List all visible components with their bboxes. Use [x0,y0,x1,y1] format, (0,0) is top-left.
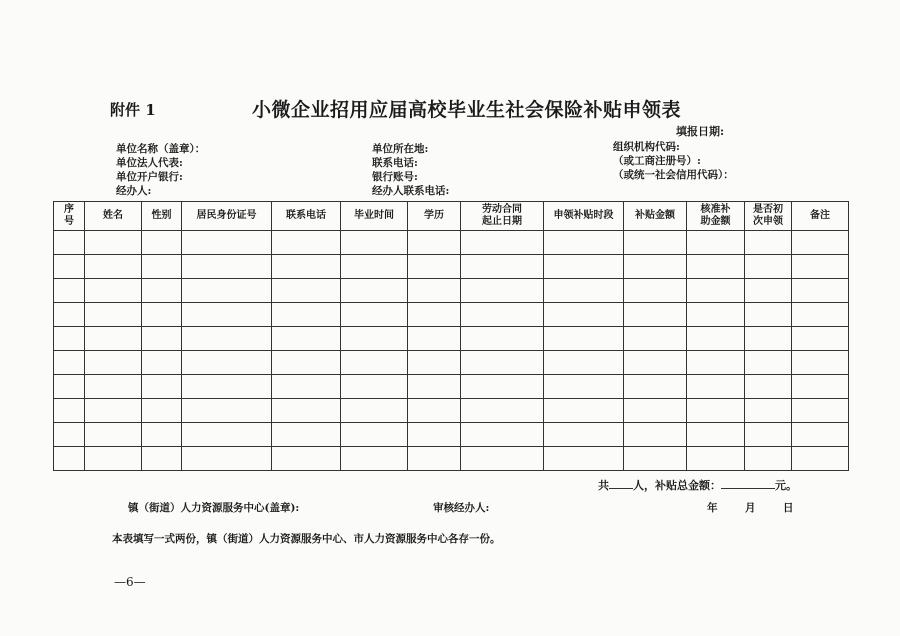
header-name: 姓名 [85,202,142,231]
year-label: 年 [707,502,718,514]
day-label: 日 [783,502,794,514]
table-row [54,351,849,375]
table-cell[interactable] [745,351,792,375]
table-row [54,447,849,471]
table-cell[interactable] [54,279,85,303]
table-cell[interactable] [341,423,408,447]
table-cell[interactable] [624,351,687,375]
table-cell[interactable] [54,231,85,255]
table-cell[interactable] [624,423,687,447]
table-cell[interactable] [745,303,792,327]
table-cell[interactable] [461,279,544,303]
handler-label: 经办人: [116,185,152,197]
fill-date-label: 填报日期: [676,125,725,138]
table-cell[interactable] [85,351,142,375]
table-cell[interactable] [624,375,687,399]
legal-rep-label: 单位法人代表: [116,157,183,169]
table-cell[interactable] [624,279,687,303]
table-cell[interactable] [272,351,341,375]
table-cell[interactable] [85,423,142,447]
table-cell[interactable] [461,255,544,279]
table-cell[interactable] [54,255,85,279]
table-cell[interactable] [544,255,624,279]
table-cell[interactable] [792,399,849,423]
instruction-note: 本表填写一式两份，镇（街道）人力资源服务中心、市人力资源服务中心各存一份。 [112,533,501,545]
table-cell[interactable] [544,279,624,303]
center-seal-label: 镇（街道）人力资源服务中心(盖章): [128,502,300,514]
table-cell[interactable] [341,447,408,471]
table-cell[interactable] [341,279,408,303]
table-cell[interactable] [687,423,745,447]
table-cell[interactable] [408,327,461,351]
table-cell[interactable] [624,255,687,279]
table-cell[interactable] [272,303,341,327]
table-cell[interactable] [687,279,745,303]
header-gender: 性别 [142,202,182,231]
table-cell[interactable] [85,447,142,471]
table-cell[interactable] [461,447,544,471]
table-cell[interactable] [341,399,408,423]
table-cell[interactable] [341,375,408,399]
table-cell[interactable] [182,279,272,303]
table-cell[interactable] [544,399,624,423]
table-cell[interactable] [687,399,745,423]
totals-line [598,477,797,493]
table-cell[interactable] [85,231,142,255]
table-cell[interactable] [341,351,408,375]
month-label: 月 [745,502,756,514]
table-cell[interactable] [182,231,272,255]
table-row [54,303,849,327]
header-first-claim: 是否初 次申领 [745,202,792,231]
table-cell[interactable] [272,423,341,447]
table-cell[interactable] [624,327,687,351]
table-row [54,423,849,447]
table-cell[interactable] [624,231,687,255]
table-cell[interactable] [85,303,142,327]
header-education: 学历 [408,202,461,231]
table-row [54,231,849,255]
table-cell[interactable] [745,327,792,351]
table-cell[interactable] [272,255,341,279]
header-approved-amount: 核准补 助金额 [687,202,745,231]
table-cell[interactable] [408,375,461,399]
table-cell[interactable] [544,351,624,375]
table-cell[interactable] [461,231,544,255]
table-cell[interactable] [142,303,182,327]
table-cell[interactable] [142,279,182,303]
unit-location-label: 单位所在地: [372,143,429,155]
table-cell[interactable] [85,399,142,423]
table-cell[interactable] [544,447,624,471]
header-seq: 序 号 [54,202,85,231]
table-cell[interactable] [745,447,792,471]
table-cell[interactable] [792,447,849,471]
header-phone: 联系电话 [272,202,341,231]
table-cell[interactable] [142,255,182,279]
table-cell[interactable] [341,231,408,255]
table-cell[interactable] [792,375,849,399]
table-cell[interactable] [408,255,461,279]
bank-account-label: 银行账号: [372,171,418,183]
table-cell[interactable] [792,255,849,279]
totals-suffix: 元。 [775,479,797,492]
header-id-number: 居民身份证号 [182,202,272,231]
table-cell[interactable] [792,327,849,351]
table-cell[interactable] [272,399,341,423]
table-cell[interactable] [461,327,544,351]
table-row [54,327,849,351]
table-cell[interactable] [461,303,544,327]
table-cell[interactable] [408,279,461,303]
table-cell[interactable] [408,303,461,327]
header-remarks: 备注 [792,202,849,231]
header-subsidy-amount: 补贴金额 [624,202,687,231]
table-cell[interactable] [142,423,182,447]
table-cell[interactable] [687,327,745,351]
table-cell[interactable] [792,231,849,255]
table-cell[interactable] [341,327,408,351]
table-row [54,255,849,279]
subsidy-table [53,201,849,471]
table-cell[interactable] [142,231,182,255]
credit-code-label: （或统一社会信用代码）： [613,169,734,181]
table-cell[interactable] [272,231,341,255]
table-cell[interactable] [54,375,85,399]
table-cell[interactable] [687,447,745,471]
table-cell[interactable] [745,399,792,423]
table-cell[interactable] [85,327,142,351]
table-cell[interactable] [142,351,182,375]
table-cell[interactable] [624,447,687,471]
table-cell[interactable] [54,303,85,327]
table-cell[interactable] [544,375,624,399]
table-cell[interactable] [142,375,182,399]
table-cell[interactable] [745,375,792,399]
table-cell[interactable] [272,375,341,399]
table-cell[interactable] [85,255,142,279]
table-cell[interactable] [687,375,745,399]
table-cell[interactable] [745,279,792,303]
table-header-row [54,202,849,231]
table-cell[interactable] [745,423,792,447]
table-cell[interactable] [745,255,792,279]
table-cell[interactable] [624,399,687,423]
table-cell[interactable] [341,303,408,327]
table-cell[interactable] [792,303,849,327]
table-cell[interactable] [54,447,85,471]
header-contract-dates: 劳动合同 起止日期 [461,202,544,231]
table-cell[interactable] [182,255,272,279]
table-cell[interactable] [544,231,624,255]
table-cell[interactable] [142,399,182,423]
table-cell[interactable] [461,351,544,375]
table-cell[interactable] [182,447,272,471]
bank-label: 单位开户银行: [116,171,183,183]
table-row [54,399,849,423]
table-cell[interactable] [792,351,849,375]
table-cell[interactable] [687,351,745,375]
org-code-label: 组织机构代码: [613,141,680,153]
table-cell[interactable] [408,351,461,375]
totals-prefix: 共 [598,479,609,492]
table-cell[interactable] [182,327,272,351]
table-cell[interactable] [272,279,341,303]
table-cell[interactable] [182,303,272,327]
table-cell[interactable] [182,351,272,375]
table-cell[interactable] [54,327,85,351]
table-cell[interactable] [54,351,85,375]
table-body [54,231,849,471]
table-cell[interactable] [142,327,182,351]
table-cell[interactable] [461,399,544,423]
table-cell[interactable] [85,375,142,399]
table-cell[interactable] [182,375,272,399]
table-row [54,375,849,399]
handler-phone-label: 经办人联系电话: [372,185,450,197]
phone-label: 联系电话: [372,157,418,169]
table-cell[interactable] [745,231,792,255]
table-cell[interactable] [54,399,85,423]
table-cell[interactable] [687,255,745,279]
header-graduation: 毕业时间 [341,202,408,231]
page-number: —6— [114,575,146,589]
table-cell[interactable] [54,423,85,447]
reviewer-label: 审核经办人: [433,502,490,514]
attachment-label: 附件 1 [110,101,156,119]
table-cell[interactable] [544,327,624,351]
table-cell[interactable] [624,303,687,327]
table-cell[interactable] [687,303,745,327]
unit-name-label: 单位名称（盖章）： [116,143,206,155]
table-cell[interactable] [272,447,341,471]
totals-mid: 人，补贴总金额： [633,479,721,492]
table-cell[interactable] [408,231,461,255]
table-cell[interactable] [408,423,461,447]
table-row [54,279,849,303]
table-cell[interactable] [792,423,849,447]
amount-blank[interactable] [721,477,775,489]
table-cell[interactable] [792,279,849,303]
business-reg-label: （或工商注册号）: [613,155,701,167]
table-cell[interactable] [461,423,544,447]
header-subsidy-period: 申领补贴时段 [544,202,624,231]
table-cell[interactable] [544,423,624,447]
table-cell[interactable] [687,231,745,255]
table-cell[interactable] [182,423,272,447]
table-cell[interactable] [408,447,461,471]
table-cell[interactable] [544,303,624,327]
table-cell[interactable] [461,375,544,399]
form-title: 小微企业招用应届高校毕业生社会保险补贴申领表 [252,99,682,121]
table-cell[interactable] [408,399,461,423]
table-cell[interactable] [182,399,272,423]
table-cell[interactable] [85,279,142,303]
table-cell[interactable] [142,447,182,471]
table-cell[interactable] [272,327,341,351]
count-blank[interactable] [609,477,633,489]
table-cell[interactable] [341,255,408,279]
